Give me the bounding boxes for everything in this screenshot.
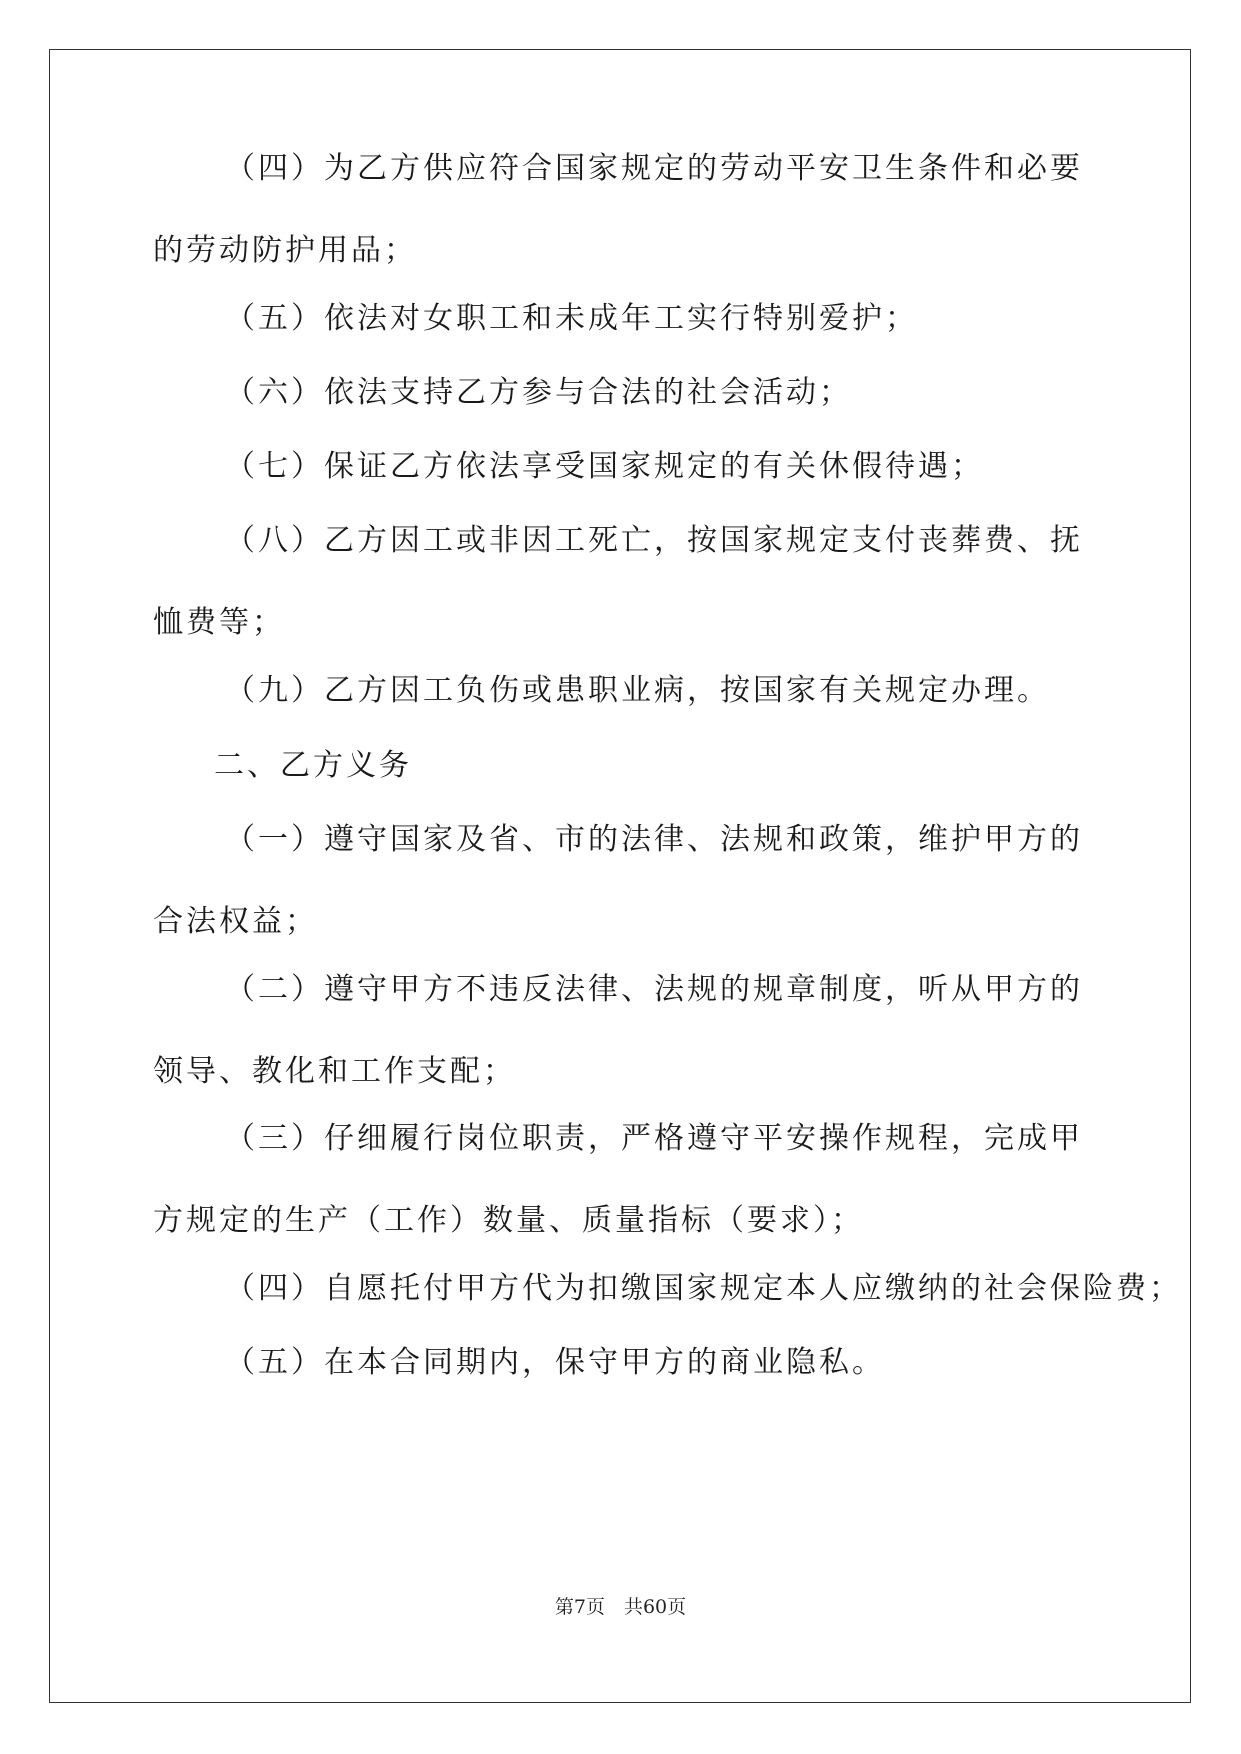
- paragraph-employer-duty-5: （五）依法对女职工和未成年工实行特别爱护；: [225, 301, 918, 336]
- paragraph-employee-duty-4: （四）自愿托付甲方代为扣缴国家规定本人应缴纳的社会保险费；: [225, 1271, 1182, 1306]
- paragraph-employee-duty-2: （二）遵守甲方不违反法律、法规的规章制度，听从甲方的领导、教化和工作支配；: [153, 972, 1083, 1089]
- section-heading-employee-duties: 二、乙方义务: [214, 748, 412, 783]
- paragraph-employee-duty-3: （三）仔细履行岗位职责，严格遵守平安操作规程，完成甲方规定的生产（工作）数量、质量指标（要求）；: [153, 1121, 1083, 1238]
- paragraph-employer-duty-7: （七）保证乙方依法享受国家规定的有关休假待遇；: [225, 449, 984, 484]
- paragraph-employer-duty-8: （八）乙方因工或非因工死亡，按国家规定支付丧葬费、抚恤费等；: [153, 523, 1083, 640]
- paragraph-employer-duty-6: （六）依法支持乙方参与合法的社会活动；: [225, 375, 852, 410]
- paragraph-employee-duty-1: （一）遵守国家及省、市的法律、法规和政策，维护甲方的合法权益；: [153, 822, 1083, 939]
- paragraph-employer-duty-4: （四）为乙方供应符合国家规定的劳动平安卫生条件和必要的劳动防护用品；: [153, 151, 1083, 268]
- page-number-footer: 第7页 共60页: [554, 1596, 687, 1618]
- paragraph-employee-duty-5: （五）在本合同期内，保守甲方的商业隐私。: [225, 1345, 885, 1380]
- paragraph-employer-duty-9: （九）乙方因工负伤或患职业病，按国家有关规定办理。: [225, 673, 1050, 708]
